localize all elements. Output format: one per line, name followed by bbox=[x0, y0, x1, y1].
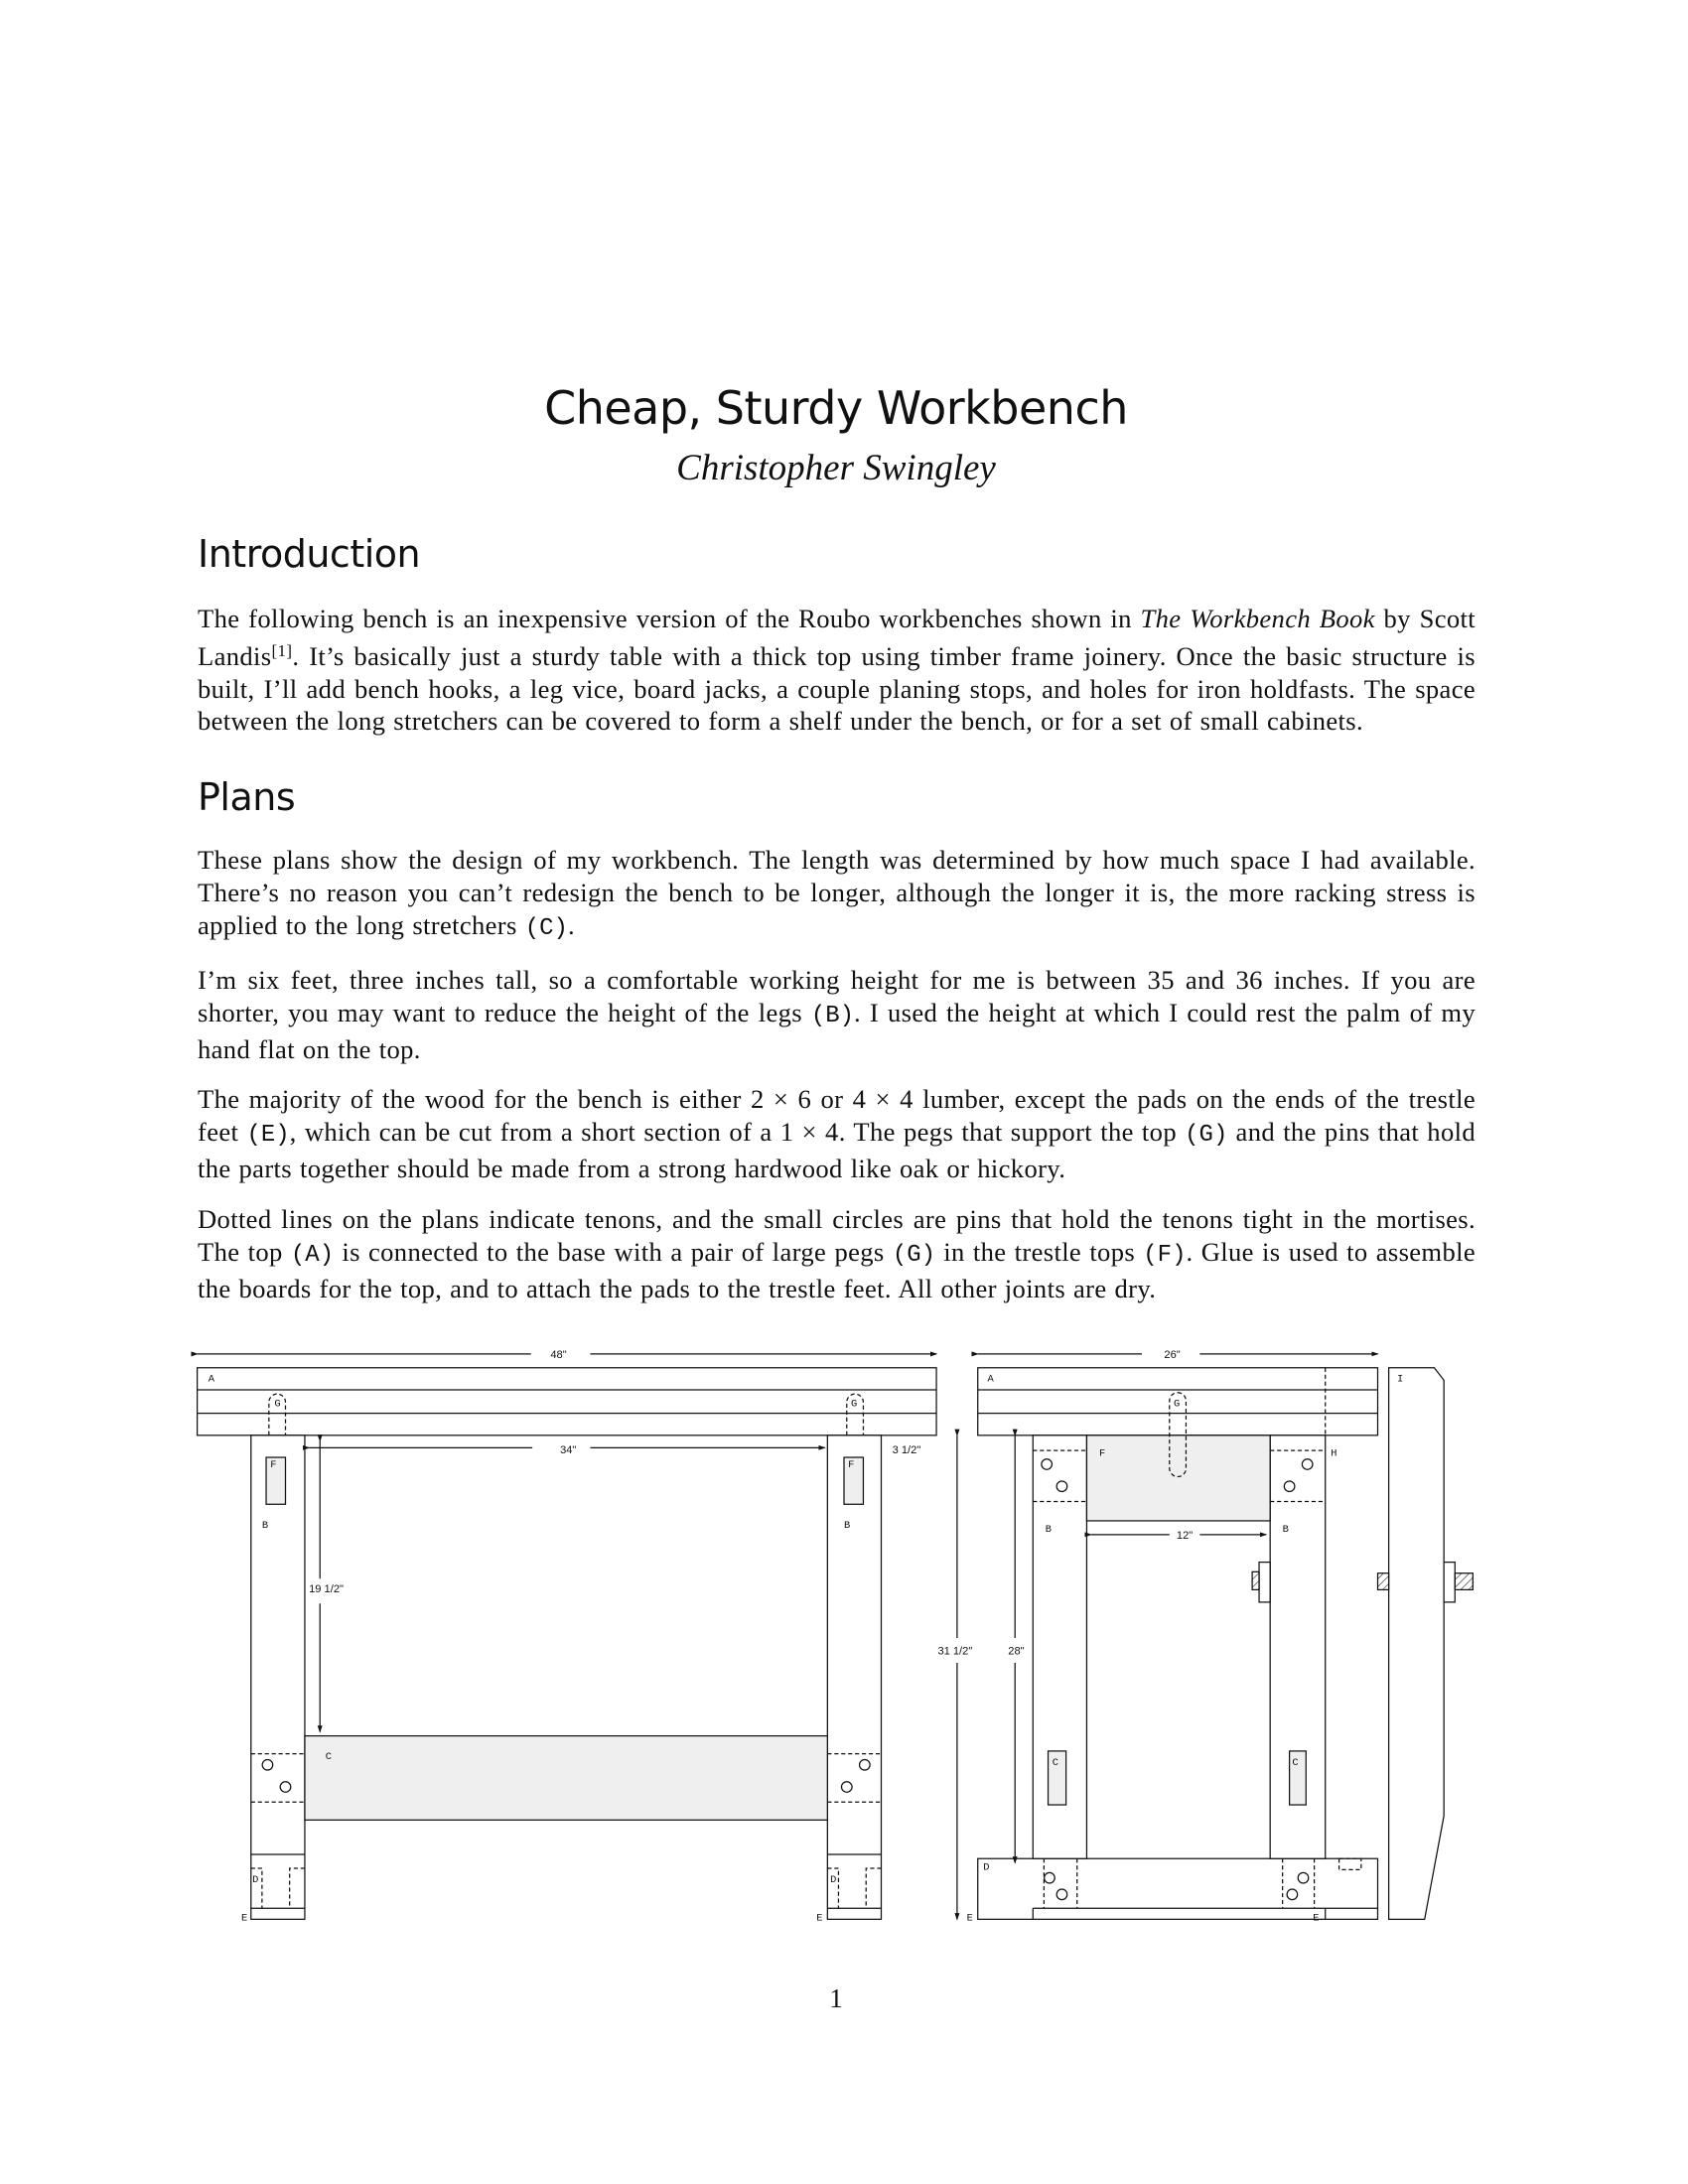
dim-label: 31 1/2" bbox=[937, 1645, 973, 1658]
part-label: H bbox=[1331, 1447, 1337, 1460]
vise-block bbox=[1259, 1563, 1270, 1602]
part-label: I bbox=[1396, 1373, 1404, 1386]
part-label: G bbox=[274, 1398, 281, 1411]
part-ref: (F) bbox=[1143, 1241, 1187, 1269]
text-run: is connected to the base with a pair of large pegs bbox=[334, 1236, 893, 1267]
part-label: G bbox=[850, 1398, 858, 1411]
part-label: B bbox=[261, 1519, 269, 1532]
text-run: . Glue is used to assemble the boards for the top, and to attach the pads to the trestle feet. All other joints are dry. bbox=[198, 1236, 1476, 1303]
part-label: A bbox=[208, 1373, 214, 1386]
text-run: I’m six feet, three inches tall, so a comfortable working height for me is between 35 and 36 inches. If you are shorter, you may want to reduce the height of the legs bbox=[198, 965, 1476, 1027]
leg-right bbox=[827, 1435, 881, 1920]
part-ref: (G) bbox=[1185, 1121, 1228, 1149]
front-view bbox=[198, 1354, 936, 1919]
vise-screw-block bbox=[1444, 1563, 1455, 1602]
text-run: . It’s basically just a sturdy table with a thick top using timber frame joinery. Once the basic structure is built, I’ll add bench hooks, a leg vice, board jacks, a couple planing stops, and holes for iron holdfasts. The space between the long stretchers can be covered to form a shelf under the bench, or for a set of small cabinets. bbox=[198, 640, 1476, 737]
dim-label: 34" bbox=[560, 1443, 577, 1456]
part-label: B bbox=[1045, 1524, 1053, 1537]
document-title: Cheap, Sturdy Workbench bbox=[544, 381, 1128, 435]
dim-label: 12" bbox=[1176, 1530, 1194, 1542]
vise-screw bbox=[1455, 1573, 1473, 1590]
text-run: by Scott Landis bbox=[198, 604, 1476, 671]
dim-label: 3 1/2" bbox=[892, 1443, 921, 1456]
part-label: E bbox=[241, 1912, 248, 1925]
page-number: 1 bbox=[829, 1983, 843, 2013]
part-ref: (C) bbox=[524, 914, 568, 942]
heading-plans: Plans bbox=[198, 775, 296, 819]
text-run: , which can be cut from a short section of a 1 × 4. The pegs that support the top bbox=[289, 1116, 1186, 1147]
part-label: C bbox=[325, 1751, 333, 1764]
text-run: These plans show the design of my workbench. The length was determined by how much space I had available. There’s no reason you can’t redesign the bench to be longer, although the longer it is, the more racking stress is applied to the long stretchers bbox=[198, 845, 1476, 940]
part-label: F bbox=[270, 1458, 277, 1471]
text-run: in the trestle tops bbox=[935, 1236, 1144, 1267]
text-run: The majority of the wood for the bench is either 2 × 6 or 4 × 4 lumber, except the pads on the ends of the trestle feet bbox=[198, 1084, 1476, 1147]
text-run: and the pins that hold the parts together should be made from a strong hardwood like oak or hickory. bbox=[198, 1116, 1476, 1183]
part-ref: (B) bbox=[810, 1002, 855, 1029]
stretcher bbox=[305, 1736, 827, 1821]
dim-label: 48" bbox=[550, 1349, 567, 1362]
trestle-top bbox=[1086, 1435, 1270, 1521]
dim-label: 19 1/2" bbox=[309, 1583, 344, 1596]
book-title: The Workbench Book bbox=[1140, 604, 1375, 633]
part-label: E bbox=[1313, 1912, 1320, 1925]
part-label: D bbox=[252, 1873, 259, 1886]
part-ref: (A) bbox=[290, 1241, 335, 1269]
part-label: F bbox=[1098, 1447, 1106, 1460]
part-label: C bbox=[1052, 1756, 1058, 1769]
part-ref: (G) bbox=[892, 1241, 936, 1269]
document-author: Christopher Swingley bbox=[676, 448, 996, 488]
text-run: The following bench is an inexpensive version of the Roubo workbenches shown in bbox=[198, 604, 1141, 633]
part-label: C bbox=[1292, 1756, 1299, 1769]
part-label: B bbox=[844, 1519, 851, 1532]
citation-ref: [1] bbox=[271, 640, 293, 660]
dim-label: 26" bbox=[1164, 1349, 1181, 1362]
dim-label: 28" bbox=[1008, 1645, 1025, 1658]
part-label: D bbox=[983, 1861, 990, 1874]
text-run: . I used the height at which I could rest the palm of my hand flat on the top. bbox=[198, 997, 1477, 1064]
part-label: A bbox=[987, 1373, 994, 1386]
part-ref: (E) bbox=[246, 1121, 290, 1149]
part-label: E bbox=[816, 1912, 823, 1925]
heading-introduction: Introduction bbox=[198, 532, 421, 576]
part-label: F bbox=[848, 1458, 855, 1471]
vise-chop bbox=[1389, 1368, 1445, 1920]
part-label: D bbox=[830, 1873, 837, 1886]
text-run: Dotted lines on the plans indicate tenons, and the small circles are pins that hold the tenons tight in the mortises. The top bbox=[198, 1204, 1476, 1267]
leg-left bbox=[251, 1435, 305, 1920]
part-label: B bbox=[1282, 1524, 1289, 1537]
text-run: . bbox=[567, 909, 575, 940]
part-label: G bbox=[1173, 1398, 1181, 1411]
top-board bbox=[198, 1368, 936, 1435]
trestle-foot bbox=[978, 1858, 1378, 1919]
part-label: E bbox=[966, 1912, 973, 1925]
side-view bbox=[957, 1354, 1473, 1919]
